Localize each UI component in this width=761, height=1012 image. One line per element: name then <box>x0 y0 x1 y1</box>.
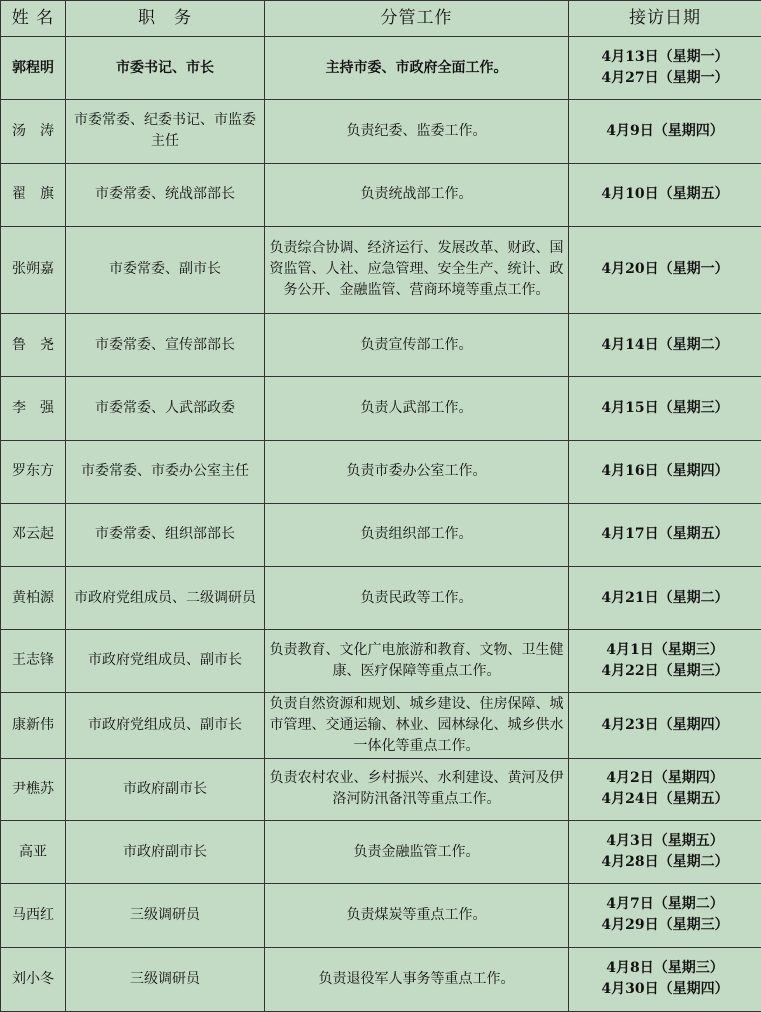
date-cell <box>569 947 761 1011</box>
duty-cell: 负责自然资源和规划、城乡建设、住房保障、城市管理、交通运输、林业、园林绿化、城乡供水一体化等重点工作。 <box>265 692 569 758</box>
duty-cell: 负责市委办公室工作。 <box>265 440 569 503</box>
name-cell: 高亚 <box>1 821 66 884</box>
table-row <box>1 567 761 630</box>
date-cell <box>569 377 761 440</box>
table-body <box>1 37 761 1012</box>
date-cell <box>569 37 761 100</box>
table-row <box>1 758 761 820</box>
reception-date: 4月24日（星期五） <box>601 791 729 808</box>
table-row <box>1 100 761 163</box>
date-cell <box>569 630 761 692</box>
header-row <box>1 1 761 37</box>
name-cell: 李 强 <box>1 377 66 440</box>
reception-date: 4月20日（星期一） <box>601 261 729 278</box>
reception-date: 4月9日（星期四） <box>606 122 724 139</box>
duty-cell: 主持市委、市政府全面工作。 <box>265 37 569 100</box>
position-cell: 市委常委、副市长 <box>66 226 265 313</box>
name-cell: 尹樵苏 <box>1 758 66 820</box>
date-cell <box>569 226 761 313</box>
duty-cell: 负责宣传部工作。 <box>265 314 569 377</box>
position-cell: 三级调研员 <box>66 947 265 1011</box>
reception-date: 4月28日（星期二） <box>601 854 729 871</box>
table-row <box>1 692 761 758</box>
date-cell <box>569 692 761 758</box>
position-cell: 市委书记、市长 <box>66 37 265 100</box>
duty-cell: 负责组织部工作。 <box>265 503 569 566</box>
position-cell: 市政府党组成员、副市长 <box>66 630 265 692</box>
duty-cell: 负责金融监管工作。 <box>265 821 569 884</box>
reception-date: 4月3日（星期五） <box>606 833 724 850</box>
reception-date: 4月29日（星期三） <box>601 917 729 934</box>
name-cell: 翟 旗 <box>1 163 66 226</box>
position-cell: 市委常委、人武部政委 <box>66 377 265 440</box>
name-cell: 邓云起 <box>1 503 66 566</box>
position-cell: 市政府副市长 <box>66 758 265 820</box>
header-duty: 分管工作 <box>265 1 569 37</box>
position-cell: 市委常委、宣传部部长 <box>66 314 265 377</box>
table-row <box>1 630 761 692</box>
reception-date: 4月8日（星期三） <box>606 960 724 977</box>
reception-date: 4月15日（星期三） <box>601 399 729 416</box>
name-cell: 张朔嘉 <box>1 226 66 313</box>
date-cell <box>569 503 761 566</box>
reception-date: 4月1日（星期三） <box>606 641 724 658</box>
name-cell: 黄柏源 <box>1 567 66 630</box>
reception-date: 4月30日（星期四） <box>601 981 729 998</box>
table-row <box>1 163 761 226</box>
name-cell: 刘小冬 <box>1 947 66 1011</box>
date-cell <box>569 440 761 503</box>
table-row <box>1 503 761 566</box>
duty-cell: 负责纪委、监委工作。 <box>265 100 569 163</box>
position-cell: 市政府副市长 <box>66 821 265 884</box>
table-row <box>1 314 761 377</box>
date-cell <box>569 884 761 947</box>
duty-cell: 负责人武部工作。 <box>265 377 569 440</box>
reception-date: 4月10日（星期五） <box>601 186 729 203</box>
reception-date: 4月23日（星期四） <box>601 716 729 733</box>
table-row <box>1 947 761 1011</box>
position-cell: 市委常委、组织部部长 <box>66 503 265 566</box>
name-cell: 康新伟 <box>1 692 66 758</box>
name-cell: 罗东方 <box>1 440 66 503</box>
reception-date: 4月22日（星期三） <box>601 662 729 679</box>
table-row <box>1 377 761 440</box>
header-position: 职 务 <box>66 1 265 37</box>
date-cell <box>569 821 761 884</box>
reception-date: 4月16日（星期四） <box>601 463 729 480</box>
table-row <box>1 226 761 313</box>
duty-cell: 负责教育、文化广电旅游和教育、文物、卫生健康、医疗保障等重点工作。 <box>265 630 569 692</box>
table-row <box>1 884 761 947</box>
position-cell: 市政府党组成员、二级调研员 <box>66 567 265 630</box>
duty-cell: 负责退役军人事务等重点工作。 <box>265 947 569 1011</box>
position-cell: 市政府党组成员、副市长 <box>66 692 265 758</box>
table-row <box>1 821 761 884</box>
name-cell: 汤 涛 <box>1 100 66 163</box>
duty-cell: 负责民政等工作。 <box>265 567 569 630</box>
date-cell <box>569 567 761 630</box>
duty-cell: 负责煤炭等重点工作。 <box>265 884 569 947</box>
table-row <box>1 440 761 503</box>
header-date: 接访日期 <box>569 1 761 37</box>
reception-date: 4月21日（星期二） <box>601 589 729 606</box>
position-cell: 三级调研员 <box>66 884 265 947</box>
date-cell <box>569 314 761 377</box>
name-cell: 郭程明 <box>1 37 66 100</box>
date-cell <box>569 758 761 820</box>
name-cell: 王志锋 <box>1 630 66 692</box>
reception-date: 4月27日（星期一） <box>601 70 729 87</box>
reception-date: 4月17日（星期五） <box>601 526 729 543</box>
reception-date: 4月13日（星期一） <box>601 49 729 66</box>
duty-cell: 负责农村农业、乡村振兴、水利建设、黄河及伊洛河防汛备汛等重点工作。 <box>265 758 569 820</box>
table-row <box>1 37 761 100</box>
reception-date: 4月7日（星期二） <box>606 896 724 913</box>
header-name: 姓 名 <box>1 1 66 37</box>
name-cell: 鲁 尧 <box>1 314 66 377</box>
reception-date: 4月2日（星期四） <box>606 770 724 787</box>
reception-date: 4月14日（星期二） <box>601 336 729 353</box>
date-cell <box>569 163 761 226</box>
position-cell: 市委常委、统战部部长 <box>66 163 265 226</box>
name-cell: 马西红 <box>1 884 66 947</box>
duty-cell: 负责统战部工作。 <box>265 163 569 226</box>
position-cell: 市委常委、纪委书记、市监委主任 <box>66 100 265 163</box>
date-cell <box>569 100 761 163</box>
position-cell: 市委常委、市委办公室主任 <box>66 440 265 503</box>
duty-cell: 负责综合协调、经济运行、发展改革、财政、国资监管、人社、应急管理、安全生产、统计、政务公开、金融监管、营商环境等重点工作。 <box>265 226 569 313</box>
